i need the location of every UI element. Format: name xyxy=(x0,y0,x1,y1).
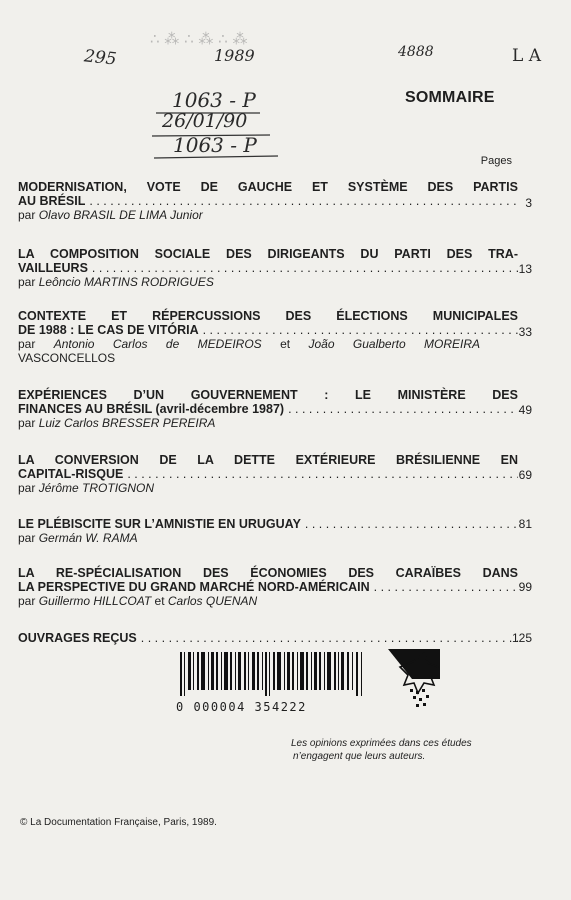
handwritten-reference-2: 1063 - P xyxy=(173,133,257,157)
handwritten-reference-1: 1063 - P xyxy=(172,88,256,112)
copyright-line: © La Documentation Française, Paris, 1989. xyxy=(20,817,217,828)
barcode-image xyxy=(178,652,368,696)
entry-authors: Jérôme TROTIGNON xyxy=(38,481,155,495)
handwritten-underlines xyxy=(150,108,280,168)
entry-title-line: CAPITAL-RISQUE xyxy=(18,467,124,481)
toc-entry xyxy=(18,453,518,495)
toc-entry xyxy=(18,566,518,608)
handwritten-date: 26/01/90 xyxy=(162,110,248,132)
entry-authors: Luiz Carlos BRESSER PEREIRA xyxy=(38,416,216,430)
dot-leader xyxy=(89,194,518,208)
entry-title-line: DE 1988 : LE CAS DE VITÓRIA xyxy=(18,323,199,337)
and-word: et xyxy=(154,594,165,608)
toc-entry xyxy=(18,180,518,222)
handwritten-year: 1989 xyxy=(214,46,255,65)
entry-page-number: 69 xyxy=(518,468,532,482)
by-word: par xyxy=(18,208,36,222)
entry-page-number: 49 xyxy=(518,403,532,417)
entry-authors: Antonio Carlos de MEDEIROS xyxy=(53,337,262,351)
entry-page-number: 13 xyxy=(518,262,532,276)
dot-leader xyxy=(288,402,518,416)
dot-leader xyxy=(203,323,518,337)
handwritten-corner-mark: L A xyxy=(512,46,541,66)
dot-leader xyxy=(374,580,518,594)
entry-title-line: VAILLEURS xyxy=(18,261,88,275)
entry-title-line: LA PERSPECTIVE DU GRAND MARCHÉ NORD-AMÉRICAIN xyxy=(18,580,370,594)
handwritten-number-right: 4888 xyxy=(398,44,434,60)
library-stamp: ∴ ⁂ ∴ ⁂ ∴ ⁂ xyxy=(150,30,248,48)
entry-title-line: AU BRÉSIL xyxy=(18,194,86,208)
dot-leader xyxy=(92,261,518,275)
toc-entry xyxy=(18,517,518,545)
entry-title-line: CONTEXTE ET RÉPERCUSSIONS DES ÉLECTIONS MUNICIPALES xyxy=(18,309,518,323)
barcode-number: 0 000004 354222 xyxy=(176,700,307,714)
toc-entry xyxy=(18,309,518,365)
handwritten-number-left: 295 xyxy=(83,46,118,70)
disclaimer-note xyxy=(291,737,472,763)
entry-authors: Germán W. RAMA xyxy=(38,531,138,545)
disclaimer-line: n’engagent que leurs auteurs. xyxy=(293,751,426,762)
and-word: et xyxy=(280,337,291,351)
entry-page-number: 33 xyxy=(518,325,532,339)
dot-leader xyxy=(127,467,518,481)
entry-authors: Guillermo HILLCOAT xyxy=(38,594,152,608)
entry-authors: VASCONCELLOS xyxy=(18,351,116,365)
by-word: par xyxy=(18,275,36,289)
entry-authors: Olavo BRASIL DE LIMA Junior xyxy=(38,208,203,222)
entry-title-line: EXPÉRIENCES D’UN GOUVERNEMENT : LE MINISTÈRE DES xyxy=(18,388,518,402)
toc-entry xyxy=(18,388,518,430)
entry-page-number: 81 xyxy=(518,517,532,531)
entry-title-line: LA COMPOSITION SOCIALE DES DIRIGEANTS DU PARTI DES TRA- xyxy=(18,247,518,261)
toc-entry xyxy=(18,247,518,289)
entry-title-line: MODERNISATION, VOTE DE GAUCHE ET SYSTÈME DES PARTIS xyxy=(18,180,518,194)
dot-leader xyxy=(305,517,518,531)
entry-authors: Carlos QUENAN xyxy=(167,594,258,608)
entry-title-line: LA CONVERSION DE LA DETTE EXTÉRIEURE BRÉSILIENNE EN xyxy=(18,453,518,467)
toc-entry xyxy=(18,631,518,645)
by-word: par xyxy=(18,594,36,608)
entry-page-number: 125 xyxy=(511,631,532,645)
disclaimer-line: Les opinions exprimées dans ces études xyxy=(291,738,472,749)
by-word: par xyxy=(18,531,36,545)
by-word: par xyxy=(18,481,36,495)
entry-title-line: LA RE-SPÉCIALISATION DES ÉCONOMIES DES CARAÏBES DANS xyxy=(18,566,518,580)
entry-title-line: OUVRAGES REÇUS xyxy=(18,631,137,645)
entry-authors: João Gualberto MOREIRA xyxy=(308,337,481,351)
pages-column-label: Pages xyxy=(480,155,512,167)
entry-authors: Leôncio MARTINS RODRIGUES xyxy=(38,275,214,289)
entry-page-number: 3 xyxy=(525,196,532,210)
page-title: SOMMAIRE xyxy=(405,89,495,106)
by-word: par xyxy=(18,416,36,430)
entry-title-line: LE PLÉBISCITE SUR L’AMNISTIE EN URUGUAY xyxy=(18,517,301,531)
by-word: par xyxy=(18,337,36,351)
dot-leader xyxy=(141,631,518,645)
publisher-logo xyxy=(388,649,440,713)
entry-title-line: FINANCES AU BRÉSIL (avril-décembre 1987) xyxy=(18,402,285,416)
entry-page-number: 99 xyxy=(518,580,532,594)
